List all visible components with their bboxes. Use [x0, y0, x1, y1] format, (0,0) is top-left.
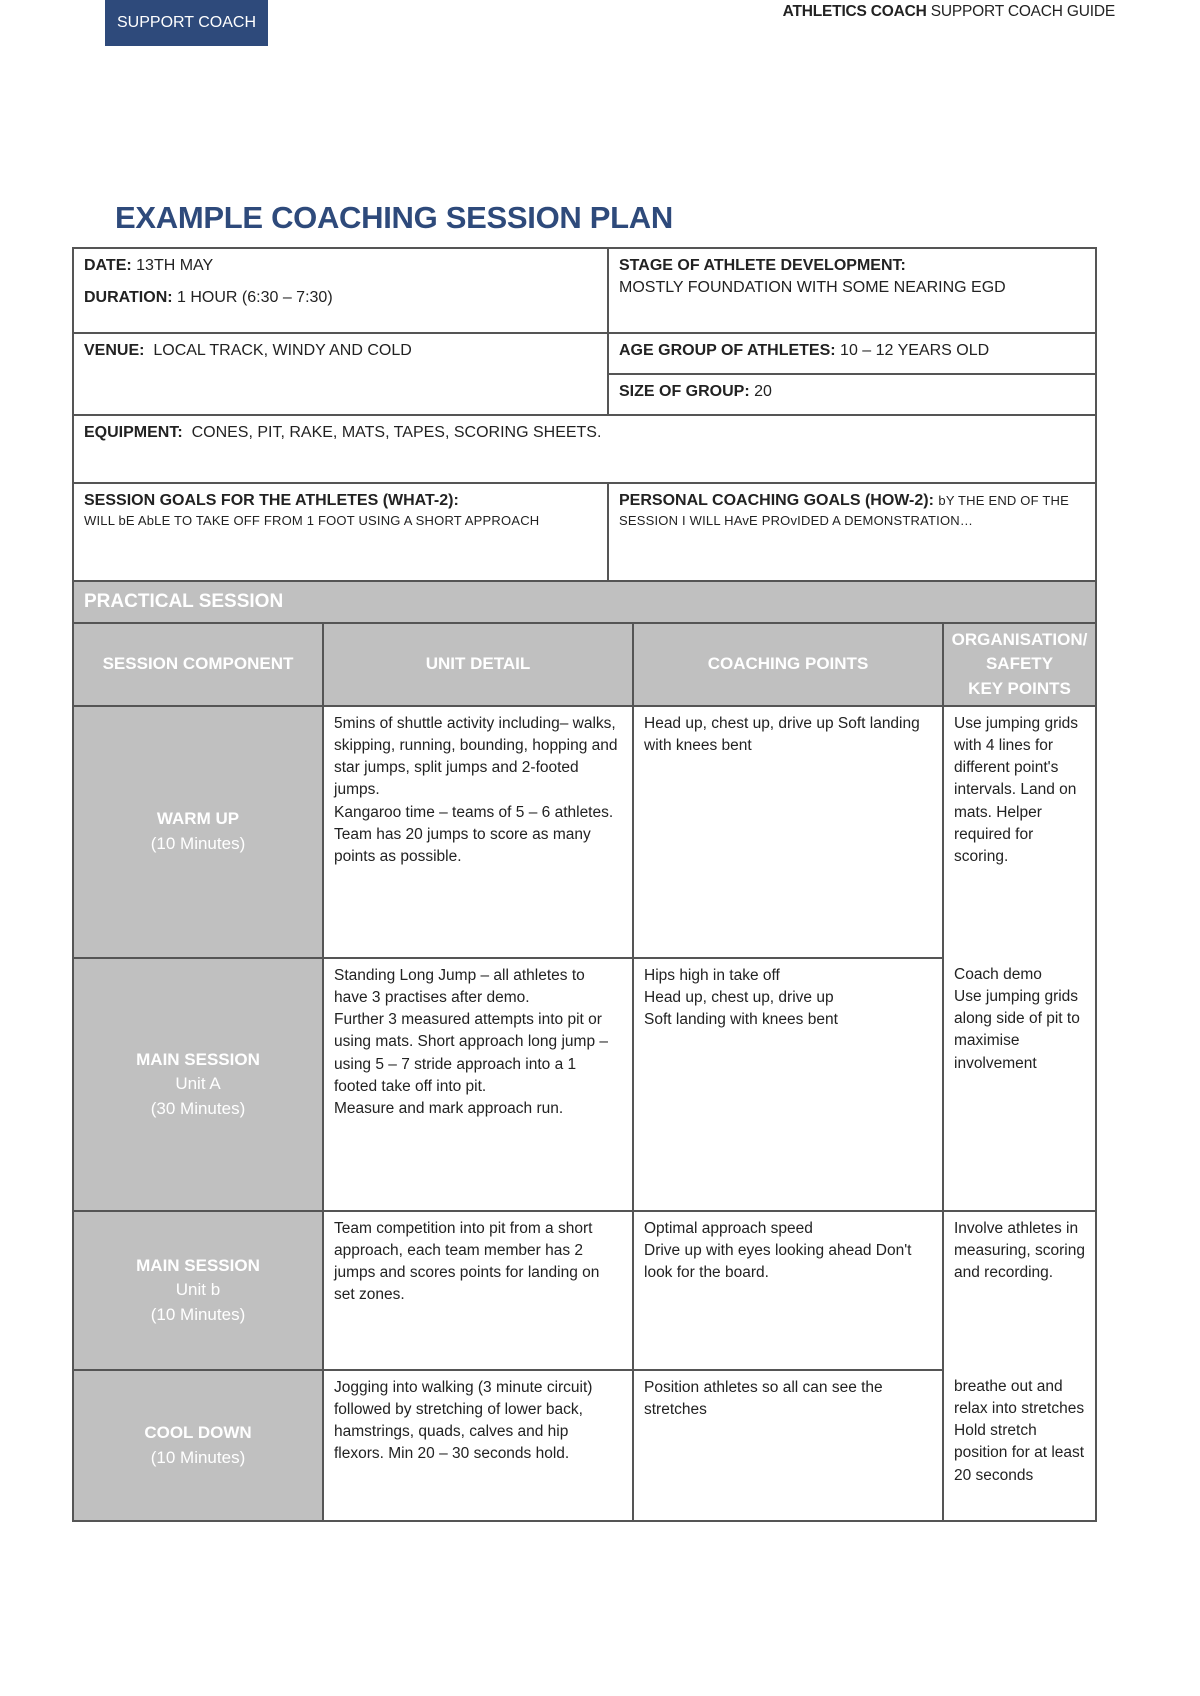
guide-header-rest: SUPPORT COACH GUIDE	[926, 3, 1115, 20]
col-header-coaching-points: COACHING POINTS	[633, 623, 943, 706]
session-goals-label: SESSION GOALS FOR THE ATHLETES (WHAT-2):	[84, 492, 459, 509]
personal-goals-label: PERSONAL COACHING GOALS (HOW-2):	[619, 492, 934, 509]
equipment-cell	[73, 415, 1096, 483]
unit-detail-cool-down: Jogging into walking (3 minute circuit) followed by stretching of lower back, hamstrings, quads, calves and hip flexors. Min 20 – 30 seconds hold.	[323, 1370, 633, 1521]
guide-header-bold: ATHLETICS COACH	[782, 3, 927, 20]
component-minutes: (30 Minutes)	[150, 1098, 246, 1118]
date-duration-cell	[73, 248, 608, 333]
stage-cell	[608, 248, 1096, 333]
coaching-points-main-a: Hips high in take off Head up, chest up, drive up Soft landing with knees bent	[633, 958, 943, 1211]
age-group-cell	[608, 333, 1096, 374]
component-unit: Unit b	[175, 1280, 221, 1300]
stage-value: MOSTLY FOUNDATION WITH SOME NEARING EGD	[619, 279, 1006, 297]
col-header-session-component: SESSION COMPONENT	[73, 623, 323, 706]
age-group-label: AGE GROUP OF ATHLETES:	[619, 342, 836, 359]
col-header-organisation: ORGANISATION/ SAFETY KEY POINTS	[943, 623, 1096, 706]
organisation-warm-up: Use jumping grids with 4 lines for different point's intervals. Land on mats. Helper required for scoring.	[943, 706, 1096, 958]
group-size-label: SIZE OF GROUP:	[619, 383, 750, 400]
venue-value: LOCAL TRACK, WINDY AND COLD	[144, 342, 412, 359]
coaching-points-main-b: Optimal approach speed Drive up with eyes looking ahead Don't look for the board.	[633, 1211, 943, 1370]
date-label: DATE:	[84, 257, 132, 274]
component-cool-down	[73, 1370, 323, 1521]
organisation-main-b: Involve athletes in measuring, scoring and recording.	[943, 1211, 1096, 1370]
group-size-cell	[608, 374, 1096, 415]
personal-goals-value: SESSION I WILL HAvE PROvIDED A DEMONSTRATION…	[619, 513, 974, 529]
component-name: COOL DOWN	[144, 1422, 252, 1442]
personal-goals-cell	[608, 483, 1096, 581]
component-minutes: (10 Minutes)	[150, 834, 246, 853]
guide-header	[783, 3, 1115, 21]
duration-label: DURATION:	[84, 289, 173, 307]
group-size-value: 20	[749, 383, 772, 400]
coaching-points-warm-up: Head up, chest up, drive up Soft landing with knees bent	[633, 706, 943, 958]
col-header-unit-detail: UNIT DETAIL	[323, 623, 633, 706]
practical-session-heading: PRACTICAL SESSION	[73, 581, 1096, 623]
component-warm-up	[73, 706, 323, 958]
date-value: 13TH MAY	[131, 257, 214, 274]
organisation-main-a: Coach demo Use jumping grids along side of pit to maximise involvement	[943, 958, 1096, 1211]
age-group-value: 10 – 12 YEARS OLD	[835, 342, 990, 359]
organisation-cool-down: breathe out and relax into stretches Hold stretch position for at least 20 seconds	[943, 1370, 1096, 1521]
venue-cell	[73, 333, 608, 415]
component-unit: Unit A	[175, 1074, 221, 1094]
component-minutes: (10 Minutes)	[150, 1447, 246, 1467]
equipment-label: EQUIPMENT:	[84, 424, 183, 441]
component-name: WARM UP	[156, 809, 240, 829]
page-title: EXAMPLE COACHING SESSION PLAN	[115, 200, 673, 235]
session-plan-table	[72, 247, 1097, 1522]
duration-value: 1 HOUR (6:30 – 7:30)	[172, 289, 333, 307]
coaching-points-cool-down: Position athletes so all can see the stretches	[633, 1370, 943, 1521]
session-goals-cell	[73, 483, 608, 581]
component-minutes: (10 Minutes)	[150, 1304, 246, 1324]
unit-detail-main-b: Team competition into pit from a short approach, each team member has 2 jumps and scores points for landing on set zones.	[323, 1211, 633, 1370]
component-name: MAIN SESSION	[136, 1049, 260, 1069]
session-goals-value: WILL bE AbLE TO TAKE OFF FROM 1 FOOT USING A SHORT APPROACH	[84, 513, 540, 529]
stage-label: STAGE OF ATHLETE DEVELOPMENT:	[619, 257, 906, 274]
unit-detail-warm-up: 5mins of shuttle activity including– walks, skipping, running, bounding, hopping and star jumps, split jumps and 2-footed jumps. Kangaroo time – teams of 5 – 6 athletes. Team has 20 jumps to score as many points as possible.	[323, 706, 633, 958]
component-name: MAIN SESSION	[136, 1255, 260, 1275]
equipment-value: CONES, PIT, RAKE, MATS, TAPES, SCORING SHEETS.	[182, 424, 602, 441]
component-main-session-a	[73, 958, 323, 1211]
unit-detail-main-a: Standing Long Jump – all athletes to have 3 practises after demo. Further 3 measured attempts into pit or using mats. Short approach long jump – using 5 – 7 stride approach into a 1 footed take off into pit. Measure and mark approach run.	[323, 958, 633, 1211]
support-coach-tag: SUPPORT COACH	[105, 0, 268, 46]
venue-label: VENUE:	[84, 342, 145, 359]
component-main-session-b	[73, 1211, 323, 1370]
personal-goals-inline: bY THE END OF THE	[938, 493, 1069, 508]
